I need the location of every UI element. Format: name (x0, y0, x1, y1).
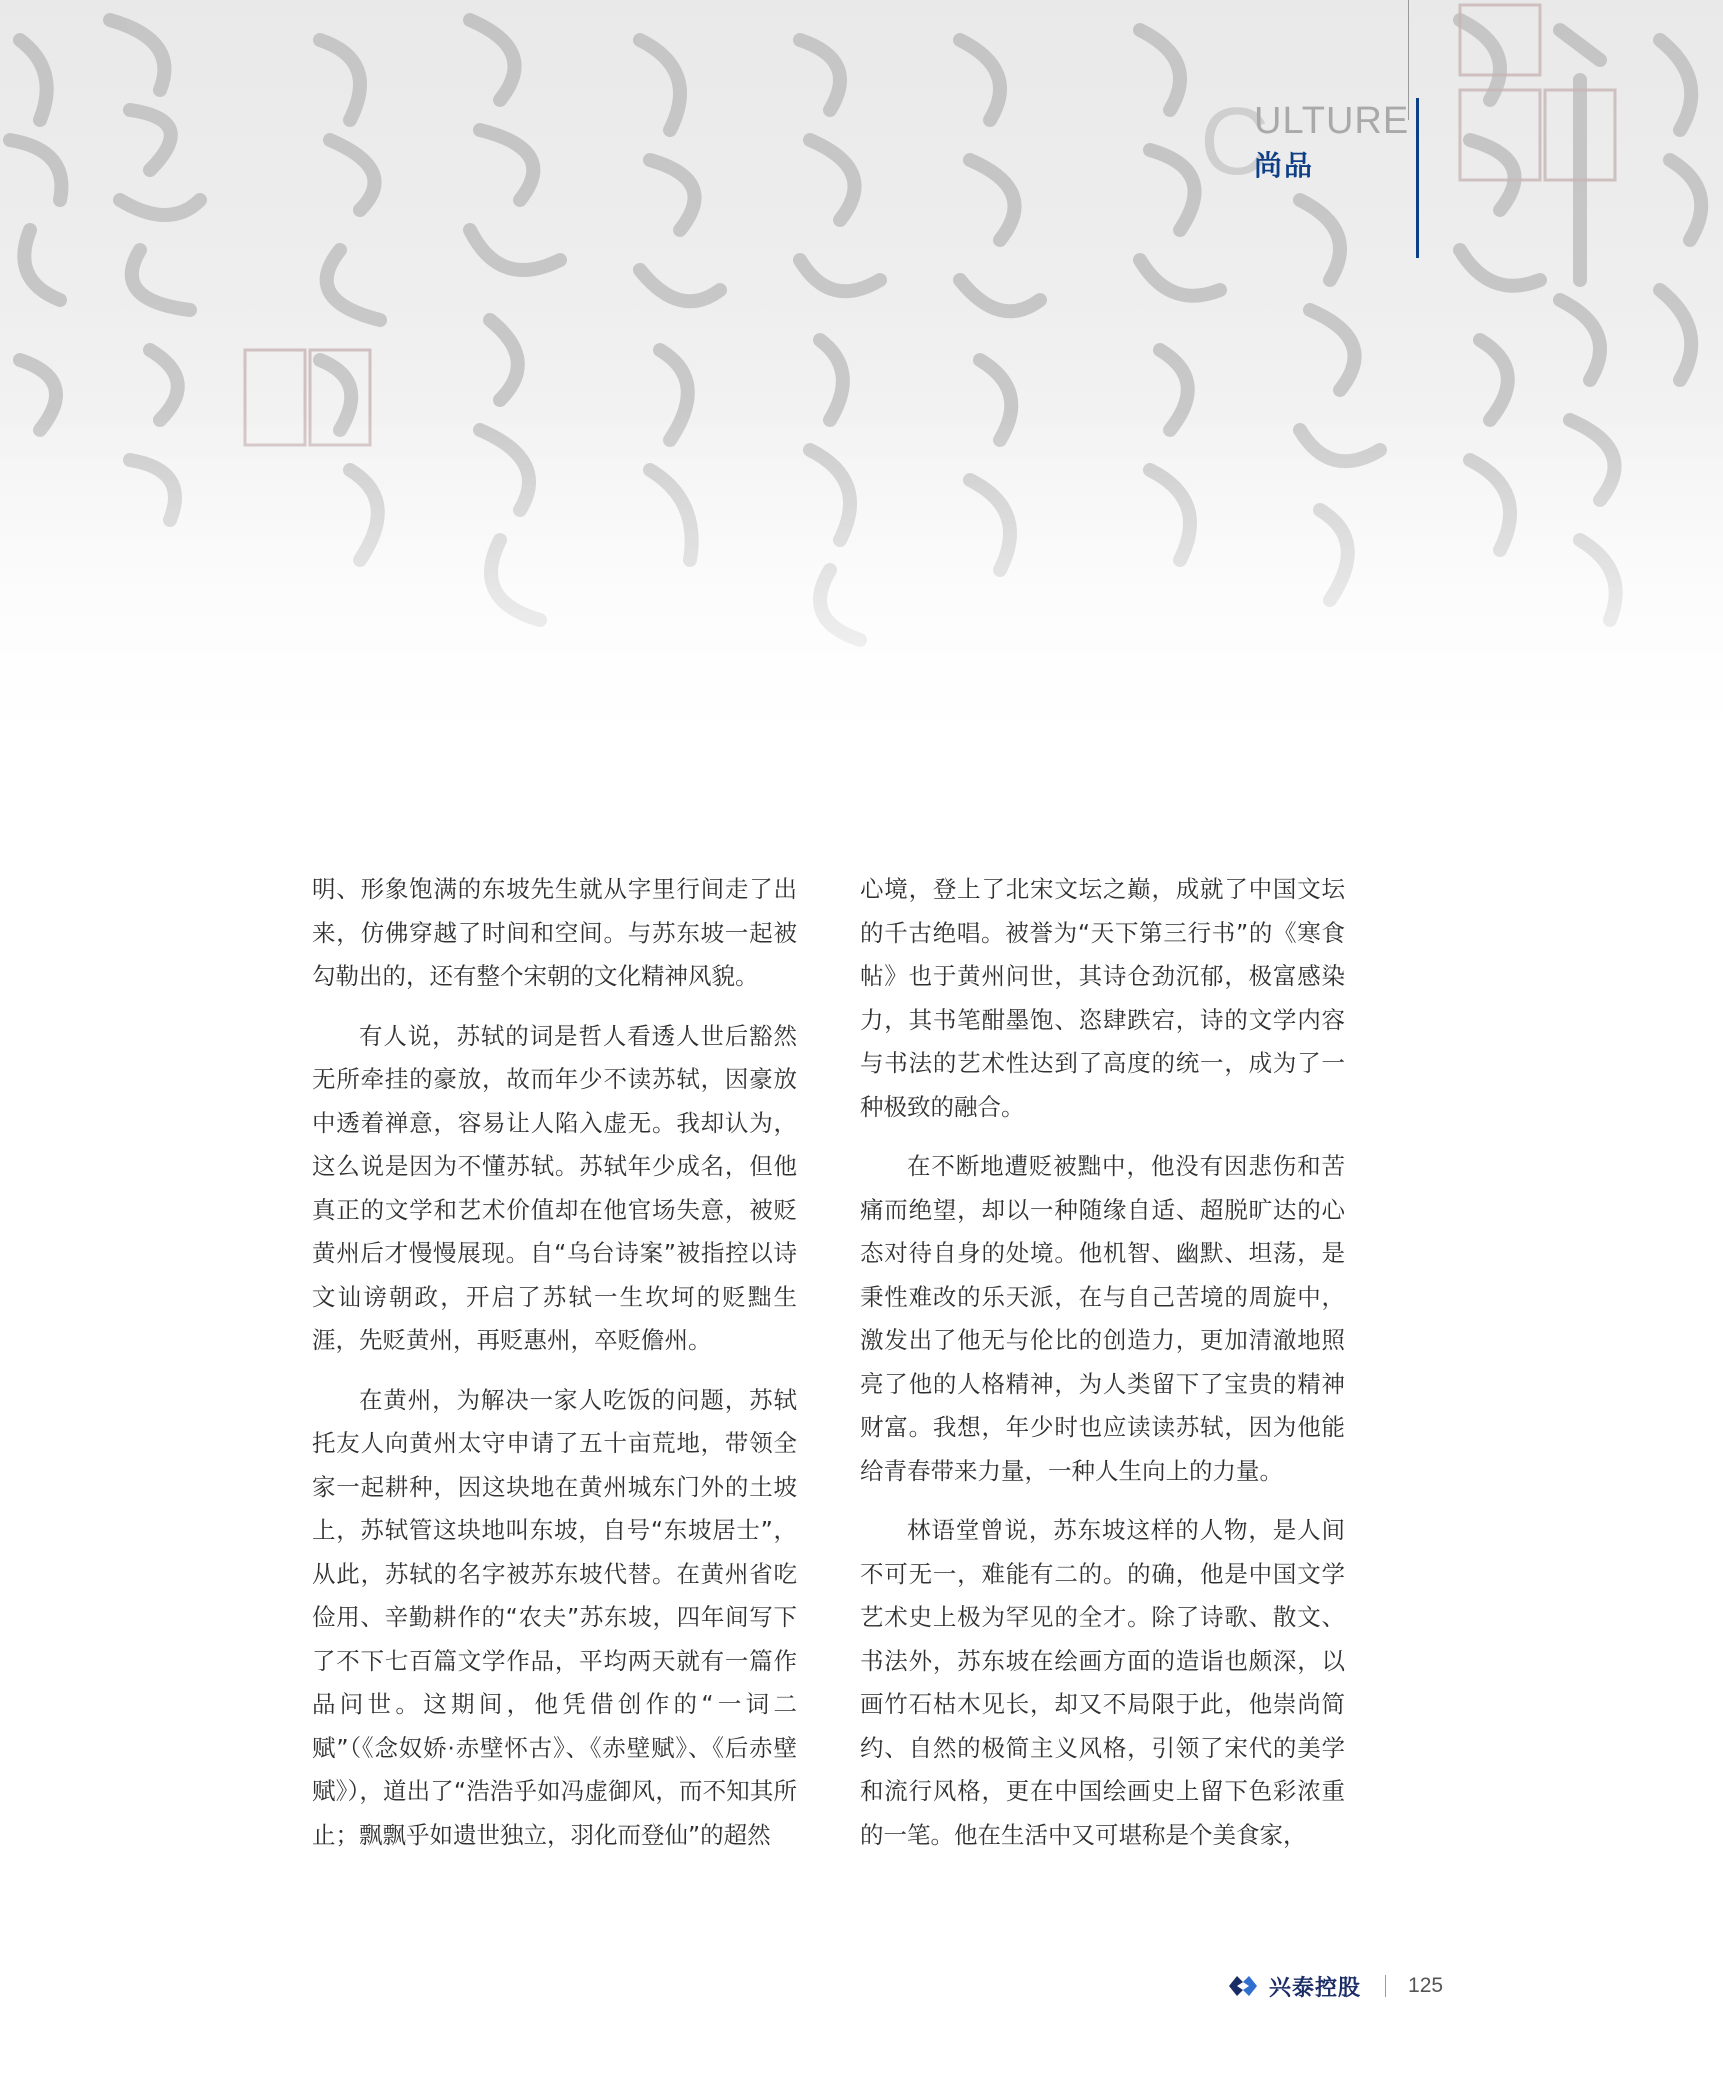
paragraph: 在不断地遭贬被黜中，他没有因悲伤和苦痛而绝望，却以一种随缘自适、超脱旷达的心态对待自身的处境。他机智、幽默、坦荡，是秉性难改的乐天派，在与自己苦境的周旋中，激发出了他无与伦比的创造力，更加清澈地照亮了他的人格精神，为人类留下了宝贵的精神财富。我想，年少时也应读读苏轼，因为他能给青春带来力量，一种人生向上的力量。 (860, 1152, 1345, 1485)
article-column-left (312, 868, 797, 1873)
xingtai-logo-icon (1225, 1972, 1261, 2000)
company-name: 兴泰控股 (1269, 1975, 1362, 2001)
paragraph: 林语堂曾说，苏东坡这样的人物，是人间不可无一，难能有二的。的确，他是中国文学艺术史上极为罕见的全才。除了诗歌、散文、书法外，苏东坡在绘画方面的造诣也颇深，以画竹石枯木见长，却又不局限于此，他崇尚简约、自然的极简主义风格，引领了宋代的美学和流行风格，更在中国绘画史上留下色彩浓重的一笔。他在生活中又可堪称是个美食家， (860, 1516, 1345, 1849)
section-cn-title: 尚品 (1254, 149, 1315, 182)
page-footer (1225, 1968, 1443, 2004)
page-number: 125 (1408, 1974, 1444, 1997)
section-accent-bar (1416, 98, 1419, 258)
paragraph: 心境，登上了北宋文坛之巅，成就了中国文坛的千古绝唱。被誉为“天下第三行书”的《寒食帖》也于黄州问世，其诗仓劲沉郁，极富感染力，其书笔酣墨饱、恣肆跌宕，诗的文学内容与书法的艺术性达到了高度的统一，成为了一种极致的融合。 (860, 875, 1345, 1121)
paragraph: 在黄州，为解决一家人吃饭的问题，苏轼托友人向黄州太守申请了五十亩荒地，带领全家一起耕种，因这块地在黄州城东门外的土坡上，苏轼管这块地叫东坡，自号“东坡居士”，从此，苏轼的名字被苏东坡代替。在黄州省吃俭用、辛勤耕作的“农夫”苏东坡，四年间写下了不下七百篇文学作品，平均两天就有一篇作品问世。这期间，他凭借创作的“一词二赋”（《念奴娇·赤壁怀古》、《赤壁赋》、《后赤壁赋》），道出了“浩浩乎如冯虚御风，而不知其所止；飘飘乎如遗世独立，羽化而登仙”的超然 (312, 1385, 797, 1849)
footer-separator (1385, 1975, 1386, 1997)
section-mark (1200, 88, 1430, 195)
banner-fade (0, 410, 1723, 830)
calligraphy-banner (0, 0, 1723, 830)
paragraph: 明、形象饱满的东坡先生就从字里行间走了出来，仿佛穿越了时间和空间。与苏东坡一起被勾勒出的，还有整个宋朝的文化精神风貌。 (312, 875, 797, 990)
section-en-initial: C (1200, 88, 1270, 195)
section-en-title: ULTURE (1254, 100, 1410, 142)
company-logo (1225, 1971, 1361, 2002)
article-column-right (860, 868, 1345, 1873)
paragraph: 有人说，苏轼的词是哲人看透人世后豁然无所牵挂的豪放，故而年少不读苏轼，因豪放中透着禅意，容易让人陷入虚无。我却认为，这么说是因为不懂苏轼。苏轼年少成名，但他真正的文学和艺术价值却在他官场失意，被贬黄州后才慢慢展现。自“乌台诗案”被指控以诗文讪谤朝政，开启了苏轼一生坎坷的贬黜生涯，先贬黄州，再贬惠州，卒贬儋州。 (312, 1021, 797, 1354)
